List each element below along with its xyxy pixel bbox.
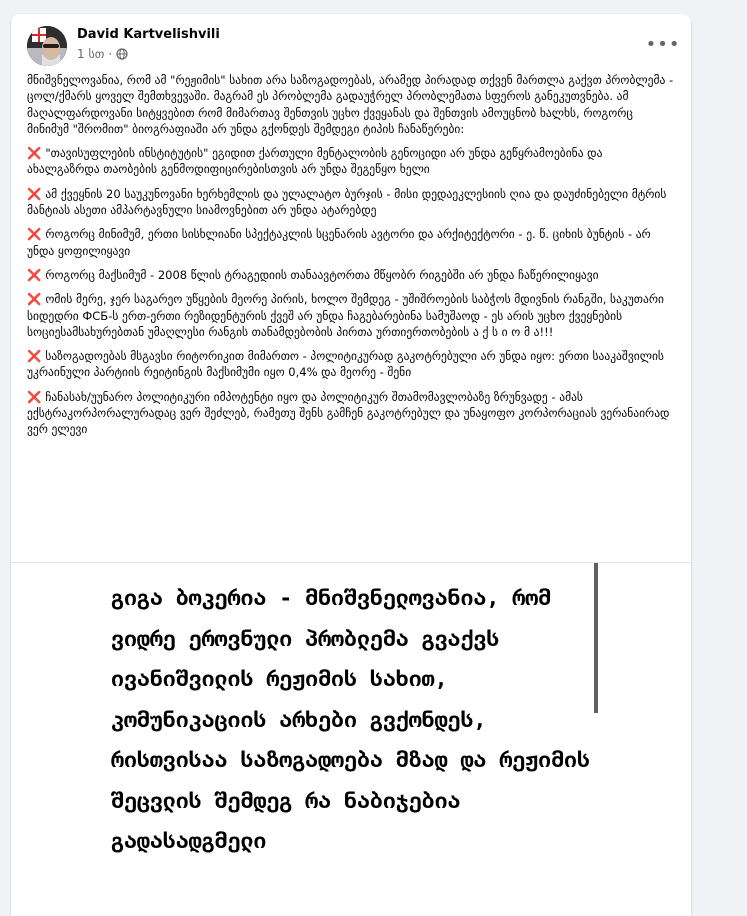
cross-icon: ❌	[27, 227, 42, 242]
cross-icon: ❌	[27, 186, 42, 201]
post-image[interactable]	[11, 562, 691, 916]
list-item: ❌ "თავისუფლების ინსტიტუტის" ეგიდით ქართული მენტალობის გენოციდი არ უნდა გეწყრამოებინა და ახალგაზრდა თაობების გენმოდიფიცირებისთვის არ უნდა შეგეწყო ხელი	[27, 146, 603, 177]
list-item: ❌ ომის მერე, ჯერ საგარეო უწყების მეორე პირის, ხოლო შემდეგ - უშიშროების საბჭოს მდივნის რანგში, საკუთარი სიდედრი ФСБ-ს ერთ-ერთი რეზიდენტურის ქვეშ არ უნდა ჩაგებარებინა სამუშაოდ - ეს არის უცხო ქვეყნების სოციესამსახურებთან უმაღლესი რანგის თანამდებობის პირთა ურთიერთობების ა ქ ს ი ო მ ა!!!	[27, 292, 664, 339]
cross-icon: ❌	[27, 267, 42, 282]
cross-icon: ❌	[27, 292, 42, 307]
post-meta	[77, 47, 128, 61]
cross-icon: ❌	[27, 146, 42, 161]
post-header	[11, 14, 691, 72]
list-item: ❌ საზოგადოებას მსგავსი რიტორიკით მიმართო - პოლიტიკურად გაკოტრებული არ უნდა იყო: ერთი სააკაშვილის უკრაინული პარტიის რეიტინგის მაქსიმუმი იყო 0,4% და მეორე - შენი	[27, 349, 664, 380]
post-time[interactable]: 1 სთ	[77, 47, 105, 61]
avatar-image	[27, 26, 67, 66]
list-item: ❌ ამ ქვეყნის 20 საუკუნოვანი ხერხემლის და ულალატო ბურჯის - მისი დედაეკლესიის ღია და დაუძინებელი მტრის მანტიას ასეთი ამპარტავნული სიამოვნებით არ უნდა ატარებდე	[27, 186, 667, 218]
author-avatar[interactable]	[27, 26, 67, 66]
quote-text: გიგა ბოკერია - მნიშვნელოვანია, რომ ვიდრე ეროვნული პრობლემა გვაქვს ივანიშვილის რეჟიმის სახით, კომუნიკაციის არხები გვქონდეს, რისთვისაა საზოგადოება მზად და რეჟიმის შეცვლის შემდეგ რა ნაბიჯებია გადასადგმელი	[111, 586, 590, 854]
intro-paragraph: მნიშვნელოვანია, რომ ამ "რეჟიმის" სახით არა საზოგადოებას, არამედ პირადად თქვენ მართლა გაქვთ პრობლემა - ცოლ/ქმარს ყოველ შემთხვევაში. მაგრამ ეს პრობლემა გადაუჭრელ პრობლემათა სფეროს განეკუთვნება. ამ მაღალფარდოვანი სიტყვებით რომ მიმართავ შენთვის უცხო ქვეყანას და შენთვის ამოუცნობ ხალხს, როგორც მინიმუმ "შრომით" ბიოგრაფიაში არ უნდა გქონდეს შემდეგი ტიპის ჩანაწერები:	[27, 73, 674, 136]
post-card	[11, 14, 691, 916]
more-options-icon[interactable]: •••	[645, 33, 681, 55]
image-scrollbar	[594, 563, 598, 713]
cross-icon: ❌	[27, 349, 42, 364]
meta-separator: ·	[108, 47, 113, 61]
list-item: ❌ როგორც მაქსიმუმ - 2008 წლის ტრაგედიის თანაავტორთა მწყობრ რიგებში არ უნდა ჩაწერილიყავი	[27, 267, 599, 282]
cross-icon: ❌	[27, 389, 42, 404]
post-text	[11, 72, 691, 438]
list-item: ❌ ჩანასახ/უუნარო პოლიტიკური იმპოტენტი იყო და პოლიტიკურ შთამომავლობაზე ზრუნვადე - ამას ექსტრაკორპორალურადაც ვერ შეძლებ, რამეთუ შენს გამჩენ გაკოტრებულ და უნაყოფო კორპორაციას ვერანაირად ვერ ელევი	[27, 389, 670, 437]
list-item: ❌ როგორც მინიმუმ, ერთი სისხლიანი სპექტაკლის სცენარის ავტორი და არქიტექტორი - ე. წ. ციხის ბუნტის - არ უნდა ყოფილიყავი	[27, 227, 651, 258]
globe-icon[interactable]	[116, 48, 128, 60]
author-name[interactable]: David Kartvelishvili	[77, 27, 220, 42]
